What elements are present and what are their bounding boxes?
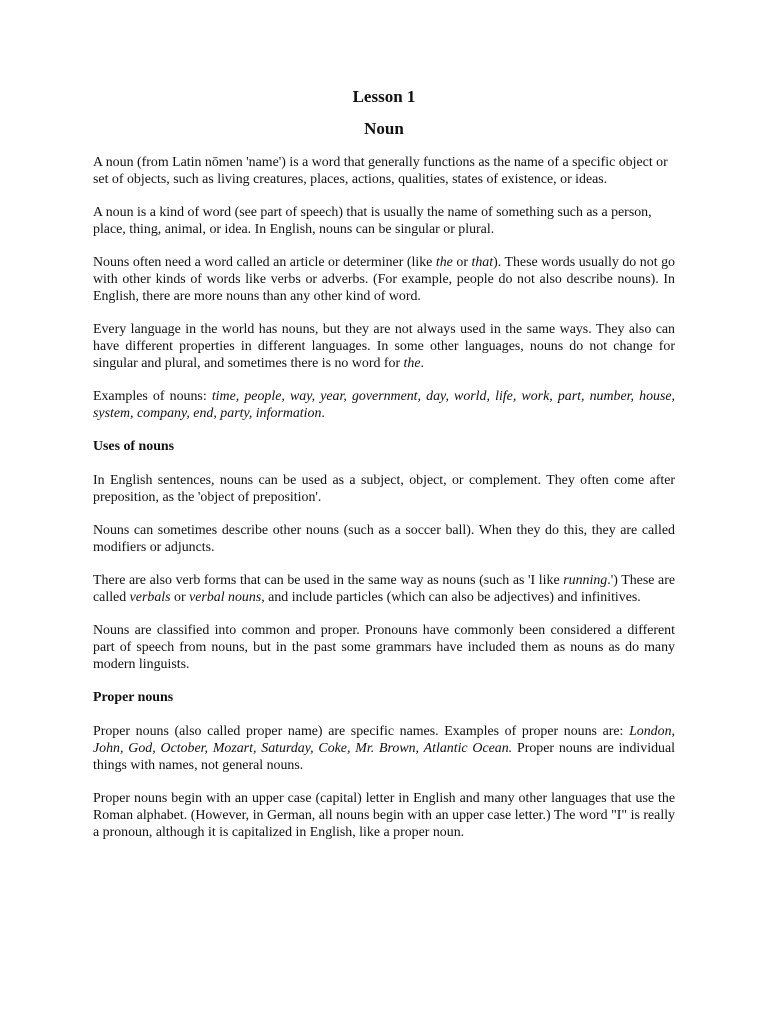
text-run: Nouns often need a word called an article or determiner (like [93,255,436,270]
paragraph-noun-definition [93,154,675,188]
italic-text: the [435,255,453,270]
document-blocks [93,154,675,841]
italic-text: verbals [129,590,171,605]
italic-text: London, John, God, October, Mozart, Saturday, Coke, Mr. Brown, Atlantic Ocean. [93,724,675,756]
text-run: In English sentences, nouns can be used as a subject, object, or complement. They often come after preposition, as the 'object of preposition'. [93,473,675,505]
text-run: A noun is a kind of word (see part of speech) that is usually the name of something such as a person, place, thing, animal, or idea. In English, nouns can be singular or plural. [93,205,652,237]
paragraph-kind-of-word [93,204,675,238]
text-run: Proper nouns (also called proper name) are specific names. Examples of proper nouns are: [93,724,630,739]
paragraph-every-language [93,321,675,372]
italic-text: time, people, way, year, government, day, world, life, work, part, number, house, system, company, end, party, information [93,389,675,421]
text-run: , and include particles (which can also be adjectives) and infinitives. [261,590,641,605]
text-run: or [452,255,472,270]
paragraph-proper-examples [93,723,675,774]
text-run: ). These words usually do not go with other kinds of words like verbs or adverbs. (For example, people do not also describe nouns). In English, there are more nouns than any other kind of word. [93,255,675,304]
paragraph-examples [93,388,675,422]
heading-uses-of-nouns: Uses of nouns [93,439,175,454]
text-run: Nouns can sometimes describe other nouns (such as a soccer ball). When they do this, they are called modifiers or adjuncts. [93,523,675,555]
italic-text: verbal nouns [189,590,262,605]
italic-text: running [563,573,608,588]
lesson-title: Lesson 1 [352,87,416,106]
italic-text: that [471,255,494,270]
paragraph-classified [93,622,675,673]
italic-text: the [403,356,421,371]
paragraph-subject-object [93,472,675,506]
document-body [93,86,675,857]
text-run: Proper nouns begin with an upper case (capital) letter in English and many other languages that use the Roman alphabet. (However, in German, all nouns begin with an upper case letter.) The word "I" is really a pronoun, although it is capitalized in English, like a proper noun. [93,791,675,840]
paragraph-articles [93,254,675,305]
paragraph-modifiers [93,522,675,556]
text-run: There are also verb forms that can be used in the same way as nouns (such as 'I like [93,573,564,588]
text-run: Every language in the world has nouns, but they are not always used in the same ways. They also can have different properties in different languages. In some other languages, nouns do not change for singular and plural, and sometimes there is no word for [93,322,675,371]
text-run: Nouns are classified into common and proper. Pronouns have commonly been considered a different part of speech from nouns, but in the past some grammars have included them as nouns as do many modern linguists. [93,623,675,672]
text-run: . [420,356,425,371]
paragraph-capital-letter [93,790,675,841]
text-run: Examples of nouns: [93,389,212,404]
text-run: or [170,590,190,605]
topic-title: Noun [364,119,404,138]
paragraph-verbals [93,572,675,606]
text-run: . [321,406,325,421]
text-run: Proper nouns are individual things with names, not general nouns. [93,741,675,773]
heading-proper-nouns: Proper nouns [93,690,174,705]
text-run: .') These are called [93,573,675,605]
text-run: A noun (from Latin nōmen 'name') is a word that generally functions as the name of a specific object or set of objects, such as living creatures, places, actions, qualities, states of existence, or ideas. [93,155,668,187]
